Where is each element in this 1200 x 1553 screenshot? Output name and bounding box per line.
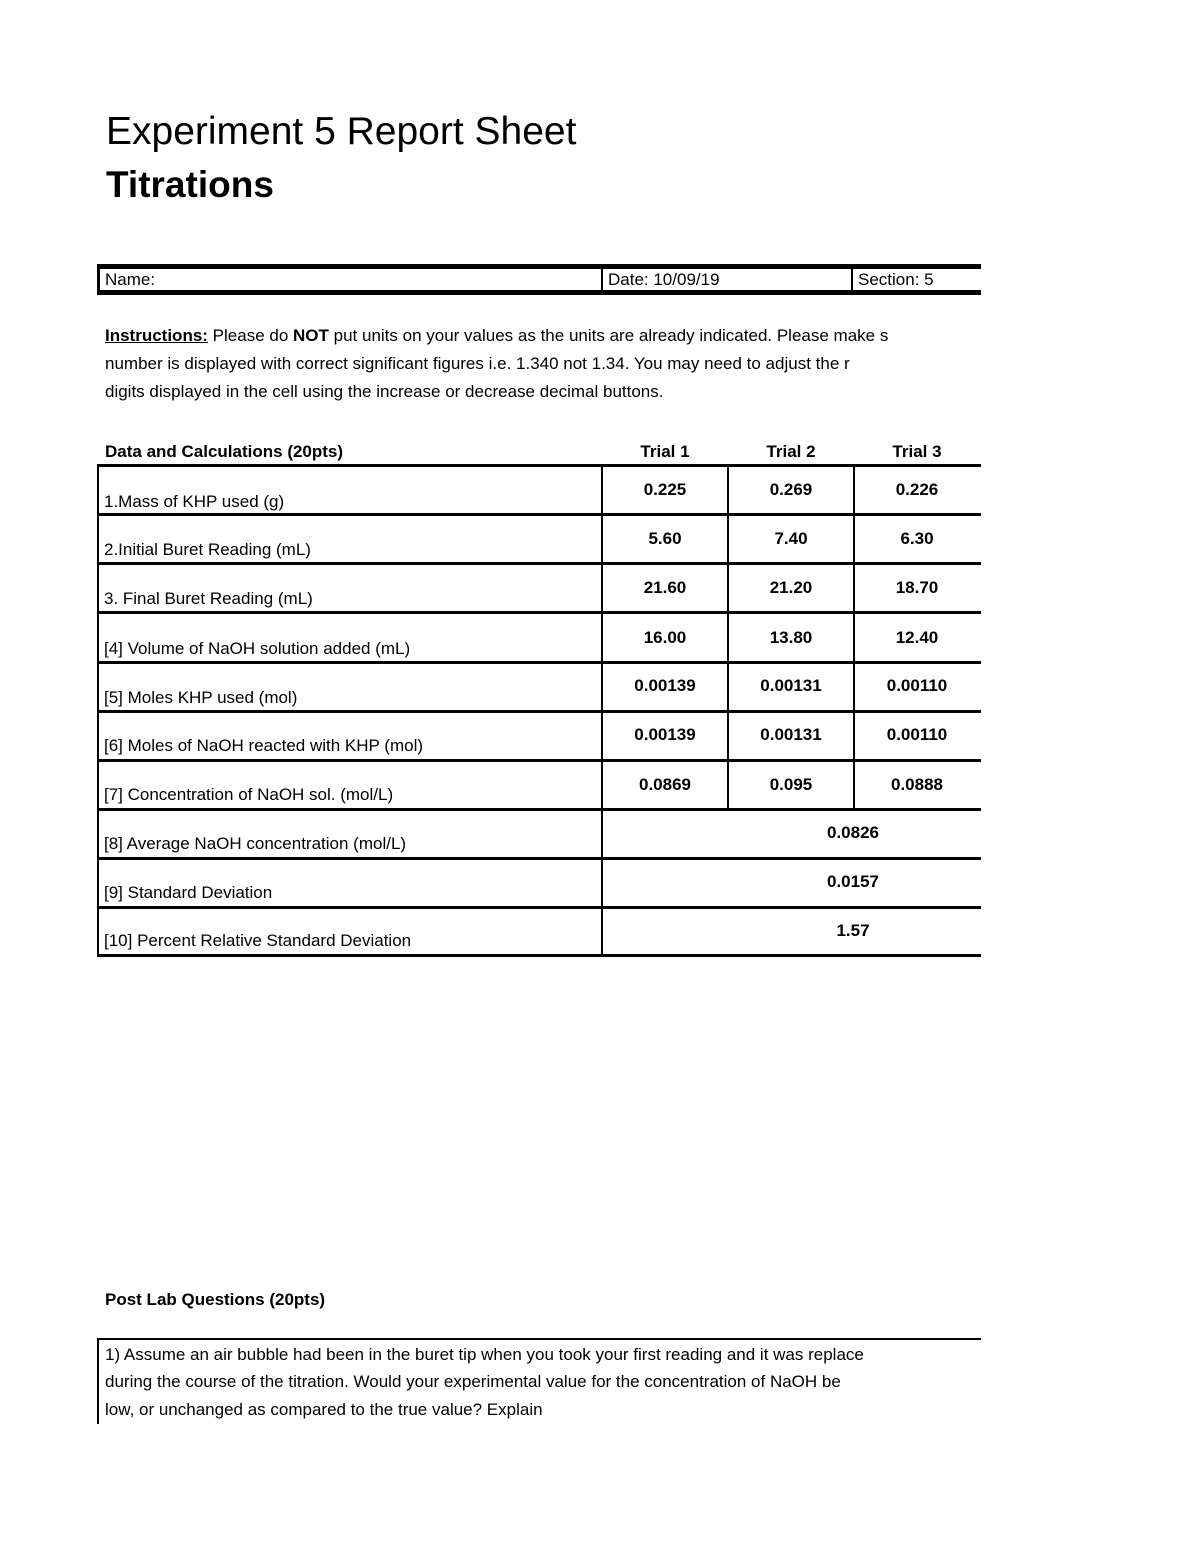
data-calculations-heading: Data and Calculations (20pts) xyxy=(105,442,344,461)
row-divider xyxy=(97,857,981,860)
row-label-moles-khp: [5] Moles KHP used (mol) xyxy=(104,688,298,707)
page-subtitle: Titrations xyxy=(106,164,274,205)
instructions-text: put units on your values as the units are already indicated. Please make s xyxy=(328,326,889,345)
post-lab-heading: Post Lab Questions (20pts) xyxy=(105,1290,326,1309)
instructions-text: Please do xyxy=(207,326,294,345)
row-label-percent-rsd: [10] Percent Relative Standard Deviation xyxy=(104,931,412,950)
row-label-standard-deviation: [9] Standard Deviation xyxy=(104,883,273,902)
question-1-line-3: low, or unchanged as compared to the true value? Explain xyxy=(105,1400,543,1419)
instructions-line-3: digits displayed in the cell using the increase or decrease decimal buttons. xyxy=(105,382,664,401)
page-title: Experiment 5 Report Sheet xyxy=(106,110,577,153)
row-divider xyxy=(97,808,981,811)
row-divider xyxy=(97,513,981,516)
cell-moles-khp-trial-1[interactable]: 0.00139 xyxy=(634,676,696,695)
column-header-trial-2: Trial 2 xyxy=(766,442,816,461)
row-divider xyxy=(97,464,981,467)
cell-mass-khp-trial-3[interactable]: 0.226 xyxy=(895,480,939,499)
instructions-label: Instructions: xyxy=(105,326,208,345)
instructions-line-2: number is displayed with correct significant figures i.e. 1.340 not 1.34. You may need to adjust the r xyxy=(105,354,850,373)
instructions-emphasis: NOT xyxy=(293,326,329,345)
row-label-moles-naoh: [6] Moles of NaOH reacted with KHP (mol) xyxy=(104,736,424,755)
name-field[interactable]: Name: xyxy=(105,270,156,289)
cell-volume-naoh-trial-2[interactable]: 13.80 xyxy=(769,628,813,647)
row-label-initial-buret: 2.Initial Buret Reading (mL) xyxy=(104,540,311,559)
cell-average-concentration[interactable]: 0.0826 xyxy=(827,823,879,842)
row-label-average-concentration: [8] Average NaOH concentration (mol/L) xyxy=(104,834,407,853)
cell-moles-naoh-trial-2[interactable]: 0.00131 xyxy=(760,725,822,744)
cell-final-buret-trial-1[interactable]: 21.60 xyxy=(643,578,687,597)
row-label-concentration: [7] Concentration of NaOH sol. (mol/L) xyxy=(104,785,394,804)
row-label-volume-naoh: [4] Volume of NaOH solution added (mL) xyxy=(104,639,411,658)
column-header-trial-1: Trial 1 xyxy=(640,442,690,461)
row-divider xyxy=(97,906,981,909)
cell-standard-deviation[interactable]: 0.0157 xyxy=(827,872,879,891)
cell-moles-naoh-trial-1[interactable]: 0.00139 xyxy=(634,725,696,744)
cell-concentration-trial-1[interactable]: 0.0869 xyxy=(639,775,691,794)
question-1-line-2: during the course of the titration. Would your experimental value for the concentration of NaOH be xyxy=(105,1372,841,1391)
cell-initial-buret-trial-3[interactable]: 6.30 xyxy=(900,529,934,548)
cell-moles-khp-trial-2[interactable]: 0.00131 xyxy=(760,676,822,695)
cell-concentration-trial-2[interactable]: 0.095 xyxy=(769,775,813,794)
cell-volume-naoh-trial-3[interactable]: 12.40 xyxy=(895,628,939,647)
row-divider xyxy=(97,661,981,664)
cell-mass-khp-trial-2[interactable]: 0.269 xyxy=(769,480,813,499)
cell-mass-khp-trial-1[interactable]: 0.225 xyxy=(643,480,687,499)
cell-initial-buret-trial-1[interactable]: 5.60 xyxy=(648,529,682,548)
cell-final-buret-trial-3[interactable]: 18.70 xyxy=(895,578,939,597)
row-divider xyxy=(97,759,981,762)
row-divider xyxy=(97,611,981,614)
cell-moles-naoh-trial-3[interactable]: 0.00110 xyxy=(886,725,948,744)
column-header-trial-3: Trial 3 xyxy=(892,442,942,461)
header-divider xyxy=(851,264,853,295)
question-1-line-1: 1) Assume an air bubble had been in the buret tip when you took your first reading and it was replace xyxy=(105,1345,864,1364)
row-divider xyxy=(97,954,981,957)
data-table xyxy=(97,464,981,957)
date-field[interactable]: Date: 10/09/19 xyxy=(608,270,720,289)
cell-volume-naoh-trial-1[interactable]: 16.00 xyxy=(643,628,687,647)
cell-percent-rsd[interactable]: 1.57 xyxy=(836,921,870,940)
cell-final-buret-trial-2[interactable]: 21.20 xyxy=(769,578,813,597)
header-divider xyxy=(601,264,603,295)
row-divider xyxy=(97,710,981,713)
section-field[interactable]: Section: 5 xyxy=(858,270,934,289)
row-label-mass-khp: 1.Mass of KHP used (g) xyxy=(104,492,285,511)
cell-moles-khp-trial-3[interactable]: 0.00110 xyxy=(886,676,948,695)
cell-initial-buret-trial-2[interactable]: 7.40 xyxy=(774,529,808,548)
cell-concentration-trial-3[interactable]: 0.0888 xyxy=(891,775,943,794)
row-divider xyxy=(97,562,981,565)
student-info-bar xyxy=(97,264,981,295)
instructions-line-1 xyxy=(105,326,888,346)
row-label-final-buret: 3. Final Buret Reading (mL) xyxy=(104,589,313,608)
column-divider xyxy=(97,464,99,957)
